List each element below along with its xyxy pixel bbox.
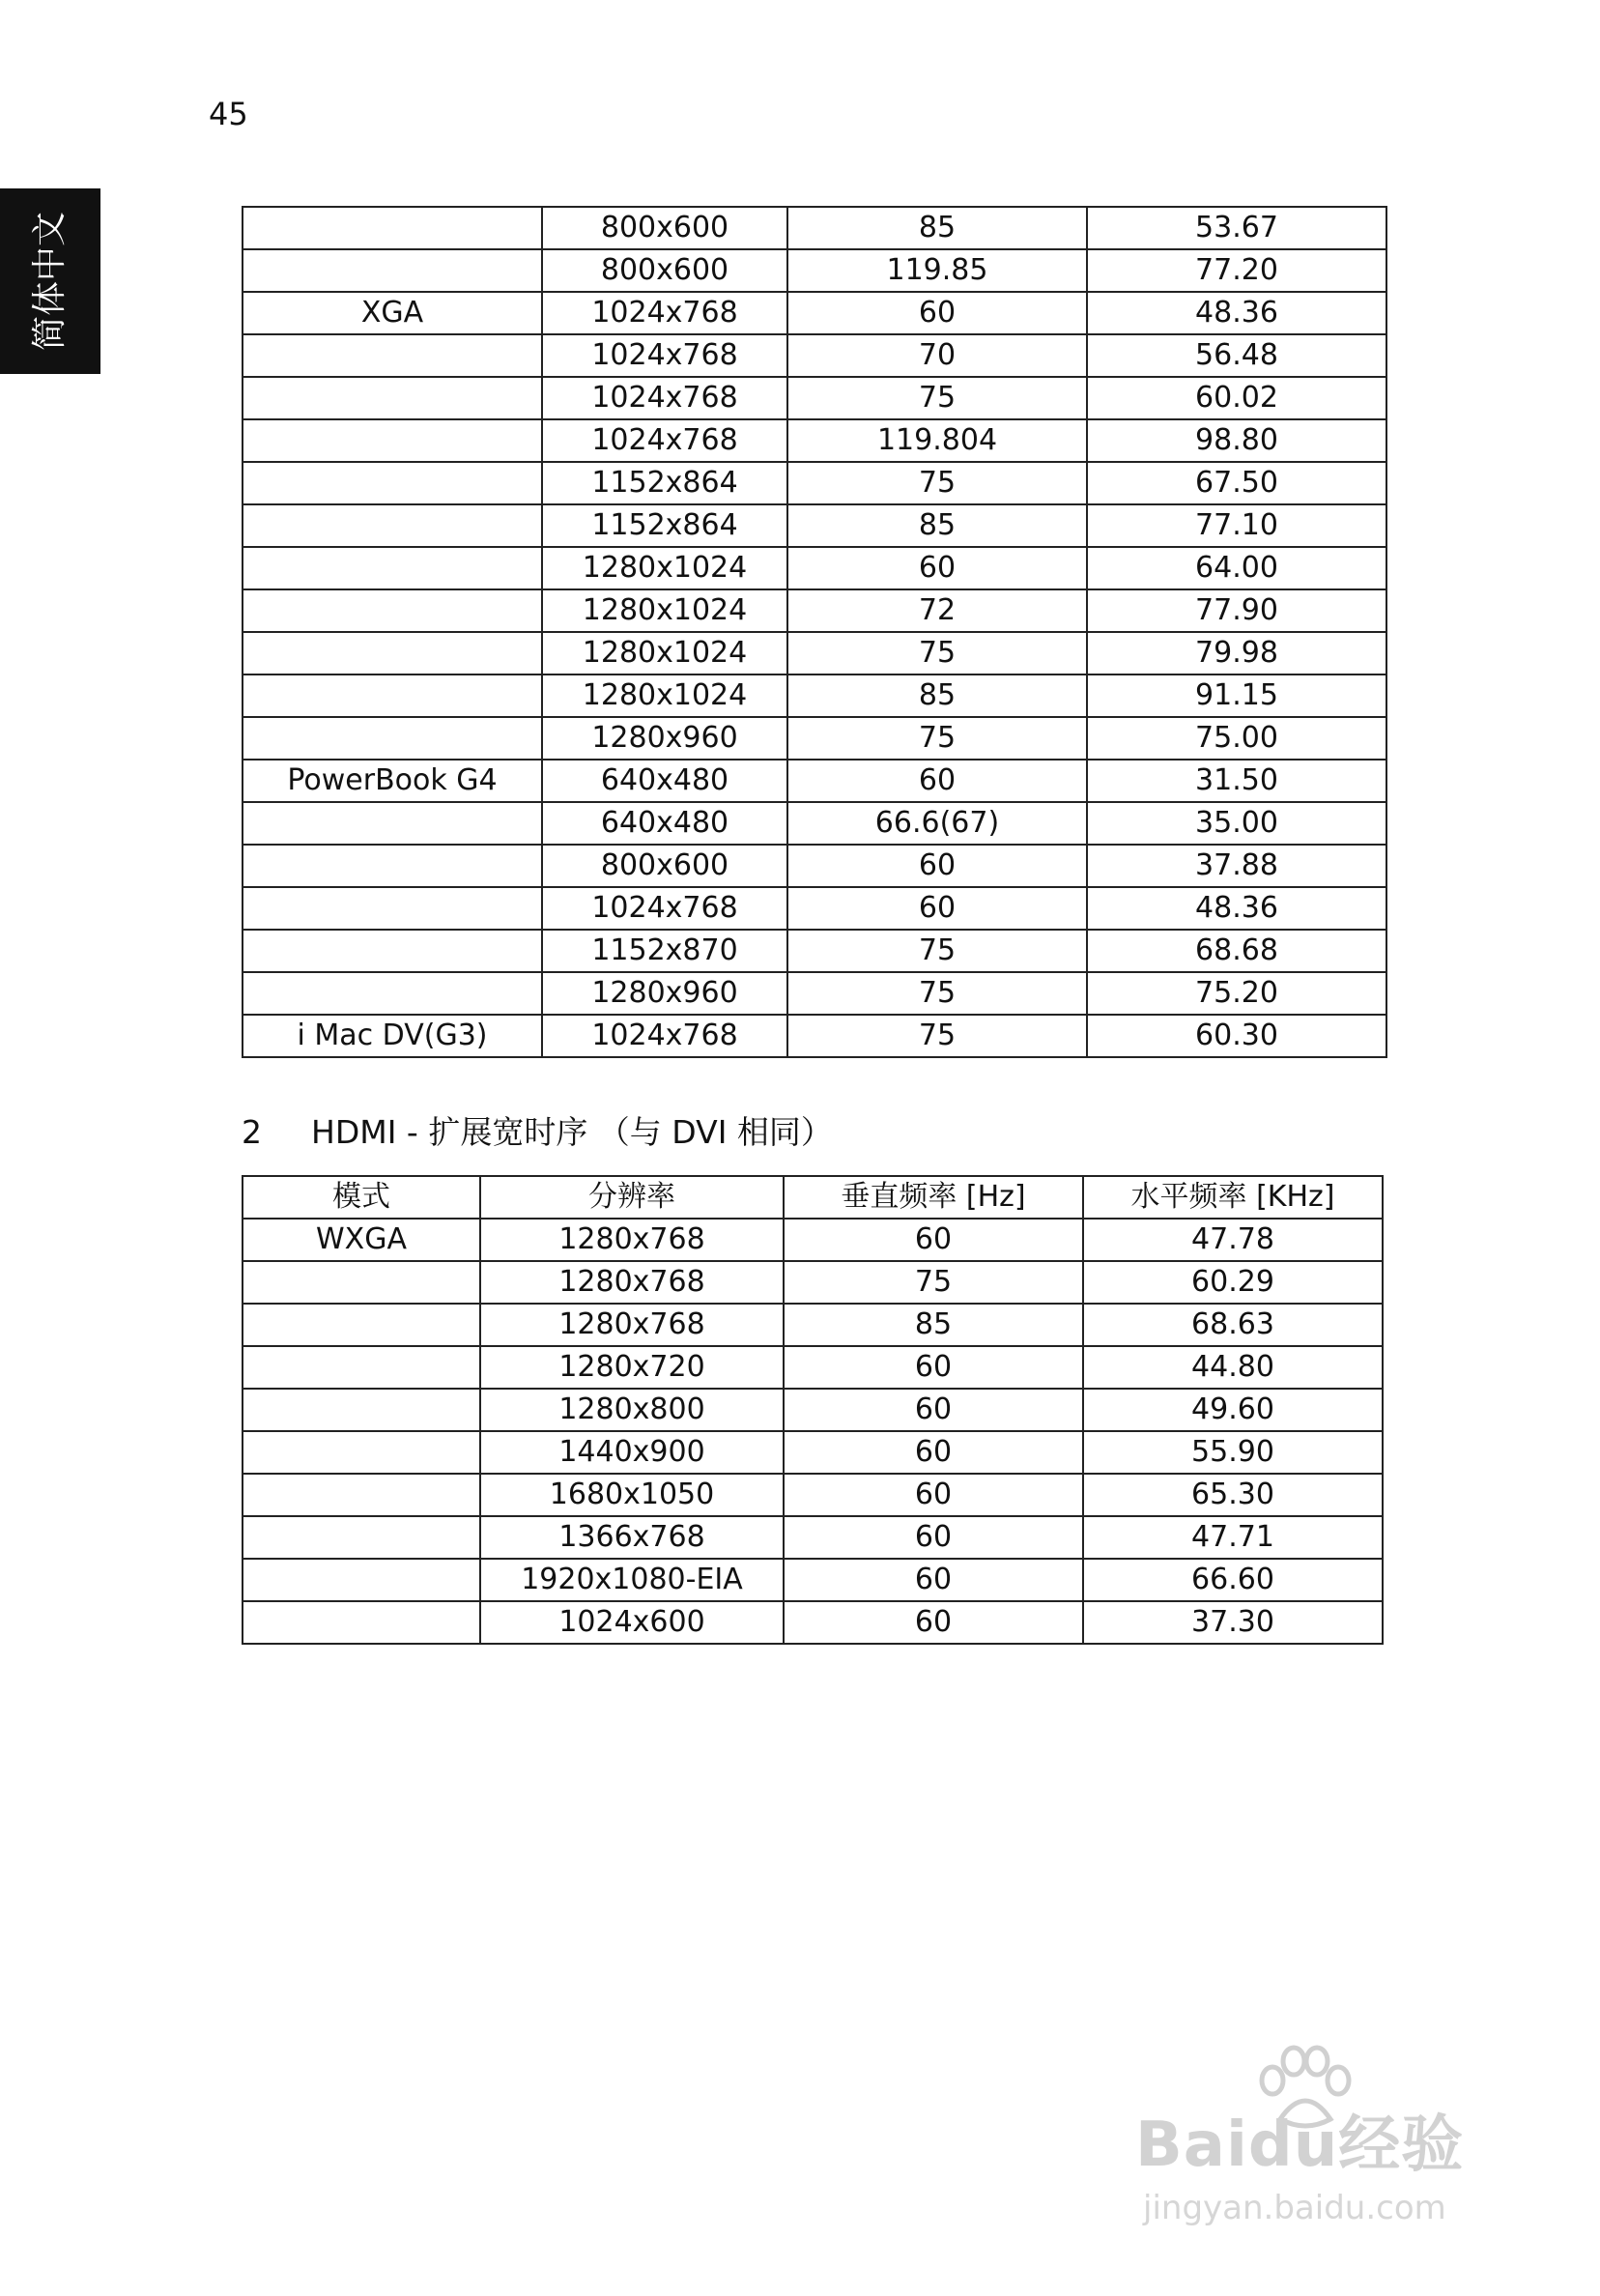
cell-horizontal-frequency: 48.36 [1087, 887, 1386, 930]
cell-mode [243, 717, 542, 760]
table-row [243, 1219, 1383, 1261]
cell-horizontal-frequency: 55.90 [1083, 1431, 1383, 1474]
cell-vertical-frequency: 75 [787, 377, 1087, 419]
table-row [243, 292, 1386, 334]
cell-mode [243, 589, 542, 632]
cell-mode: i Mac DV(G3) [243, 1015, 542, 1057]
cell-vertical-frequency: 85 [784, 1304, 1083, 1346]
cell-resolution: 1280x768 [480, 1304, 784, 1346]
cell-mode: WXGA [243, 1219, 480, 1261]
cell-horizontal-frequency: 60.30 [1087, 1015, 1386, 1057]
cell-horizontal-frequency: 77.20 [1087, 249, 1386, 292]
cell-resolution: 1024x768 [542, 334, 787, 377]
cell-resolution: 1280x1024 [542, 632, 787, 674]
cell-horizontal-frequency: 64.00 [1087, 547, 1386, 589]
cell-resolution: 1680x1050 [480, 1474, 784, 1516]
cell-resolution: 1024x600 [480, 1601, 784, 1644]
table-row [243, 1559, 1383, 1601]
cell-horizontal-frequency: 47.78 [1083, 1219, 1383, 1261]
watermark-url: jingyan.baidu.com [1143, 2189, 1446, 2227]
cell-horizontal-frequency: 79.98 [1087, 632, 1386, 674]
cell-vertical-frequency: 75 [787, 632, 1087, 674]
table-row [243, 674, 1386, 717]
cell-vertical-frequency: 75 [784, 1261, 1083, 1304]
cell-vertical-frequency: 70 [787, 334, 1087, 377]
header-vertical-frequency: 垂直频率 [Hz] [784, 1176, 1083, 1219]
cell-resolution: 1280x768 [480, 1261, 784, 1304]
table-row [243, 972, 1386, 1015]
cell-vertical-frequency: 75 [787, 972, 1087, 1015]
cell-mode [243, 334, 542, 377]
cell-resolution: 800x600 [542, 249, 787, 292]
cell-mode: XGA [243, 292, 542, 334]
cell-vertical-frequency: 60 [784, 1474, 1083, 1516]
cell-vertical-frequency: 75 [787, 1015, 1087, 1057]
cell-mode [243, 802, 542, 845]
cell-mode [243, 632, 542, 674]
cell-resolution: 1920x1080-EIA [480, 1559, 784, 1601]
table-row [243, 207, 1386, 249]
watermark-logo-text: Baidu经验 [1135, 2109, 1465, 2181]
table-row [243, 334, 1386, 377]
cell-resolution: 1280x800 [480, 1389, 784, 1431]
cell-vertical-frequency: 85 [787, 674, 1087, 717]
cell-vertical-frequency: 85 [787, 207, 1087, 249]
table-row [243, 1304, 1383, 1346]
cell-horizontal-frequency: 68.68 [1087, 930, 1386, 972]
cell-horizontal-frequency: 68.63 [1083, 1304, 1383, 1346]
cell-horizontal-frequency: 44.80 [1083, 1346, 1383, 1389]
table-row [243, 377, 1386, 419]
cell-resolution: 1280x1024 [542, 589, 787, 632]
cell-resolution: 1280x1024 [542, 674, 787, 717]
cell-mode [243, 547, 542, 589]
table-row [243, 547, 1386, 589]
cell-mode [243, 1304, 480, 1346]
cell-mode [243, 972, 542, 1015]
cell-vertical-frequency: 60 [784, 1601, 1083, 1644]
cell-horizontal-frequency: 75.00 [1087, 717, 1386, 760]
table-row [243, 249, 1386, 292]
cell-vertical-frequency: 60 [784, 1346, 1083, 1389]
table-row [243, 802, 1386, 845]
table-row [243, 589, 1386, 632]
table-row [243, 1015, 1386, 1057]
cell-vertical-frequency: 75 [787, 462, 1087, 504]
cell-resolution: 1152x864 [542, 504, 787, 547]
timing-table-body [243, 207, 1386, 1057]
table-row [243, 1516, 1383, 1559]
cell-horizontal-frequency: 31.50 [1087, 760, 1386, 802]
cell-mode [243, 1601, 480, 1644]
cell-mode [243, 1261, 480, 1304]
cell-mode [243, 845, 542, 887]
header-resolution: 分辨率 [480, 1176, 784, 1219]
cell-vertical-frequency: 60 [784, 1389, 1083, 1431]
table-row [243, 462, 1386, 504]
cell-vertical-frequency: 60 [787, 887, 1087, 930]
cell-resolution: 1280x960 [542, 717, 787, 760]
side-tab-label: 简体中文 [30, 211, 70, 352]
cell-horizontal-frequency: 49.60 [1083, 1389, 1383, 1431]
cell-vertical-frequency: 85 [787, 504, 1087, 547]
section-heading-hdmi [242, 1111, 833, 1154]
cell-horizontal-frequency: 66.60 [1083, 1559, 1383, 1601]
cell-vertical-frequency: 60 [784, 1516, 1083, 1559]
cell-vertical-frequency: 60 [784, 1559, 1083, 1601]
cell-resolution: 640x480 [542, 760, 787, 802]
page-number: 45 [209, 96, 248, 132]
cell-resolution: 800x600 [542, 845, 787, 887]
table-row [243, 1261, 1383, 1304]
cell-mode [243, 1559, 480, 1601]
cell-vertical-frequency: 119.85 [787, 249, 1087, 292]
table-row [243, 1474, 1383, 1516]
cell-mode [243, 1431, 480, 1474]
cell-horizontal-frequency: 35.00 [1087, 802, 1386, 845]
cell-mode [243, 419, 542, 462]
cell-mode: PowerBook G4 [243, 760, 542, 802]
cell-vertical-frequency: 75 [787, 717, 1087, 760]
cell-horizontal-frequency: 37.30 [1083, 1601, 1383, 1644]
cell-horizontal-frequency: 75.20 [1087, 972, 1386, 1015]
section-number: 2 [242, 1113, 262, 1151]
cell-mode [243, 674, 542, 717]
header-mode: 模式 [243, 1176, 480, 1219]
cell-horizontal-frequency: 56.48 [1087, 334, 1386, 377]
cell-vertical-frequency: 66.6(67) [787, 802, 1087, 845]
cell-resolution: 1280x768 [480, 1219, 784, 1261]
cell-horizontal-frequency: 67.50 [1087, 462, 1386, 504]
section-title: HDMI - 扩展宽时序 （与 DVI 相同） [311, 1113, 833, 1151]
cell-mode [243, 377, 542, 419]
cell-vertical-frequency: 60 [787, 292, 1087, 334]
table-row [243, 760, 1386, 802]
cell-horizontal-frequency: 60.02 [1087, 377, 1386, 419]
cell-mode [243, 504, 542, 547]
table-header-row [243, 1176, 1383, 1219]
cell-vertical-frequency: 60 [787, 760, 1087, 802]
hdmi-timing-table [242, 1175, 1384, 1645]
cell-horizontal-frequency: 77.90 [1087, 589, 1386, 632]
cell-vertical-frequency: 72 [787, 589, 1087, 632]
cell-mode [243, 930, 542, 972]
cell-vertical-frequency: 60 [784, 1431, 1083, 1474]
header-horizontal-frequency: 水平频率 [KHz] [1083, 1176, 1383, 1219]
cell-resolution: 1024x768 [542, 292, 787, 334]
cell-resolution: 1280x1024 [542, 547, 787, 589]
cell-mode [243, 1516, 480, 1559]
cell-mode [243, 1346, 480, 1389]
language-side-tab [0, 188, 100, 374]
baidu-watermark [1126, 2044, 1512, 2237]
cell-resolution: 1024x768 [542, 887, 787, 930]
cell-mode [243, 249, 542, 292]
cell-horizontal-frequency: 53.67 [1087, 207, 1386, 249]
cell-resolution: 1280x960 [542, 972, 787, 1015]
cell-mode [243, 1474, 480, 1516]
table-row [243, 1346, 1383, 1389]
table-row [243, 1431, 1383, 1474]
cell-vertical-frequency: 60 [784, 1219, 1083, 1261]
timing-table-continued [242, 206, 1387, 1058]
cell-mode [243, 1389, 480, 1431]
cell-resolution: 1024x768 [542, 419, 787, 462]
cell-resolution: 1366x768 [480, 1516, 784, 1559]
table-row [243, 504, 1386, 547]
table-row [243, 419, 1386, 462]
cell-mode [243, 887, 542, 930]
cell-resolution: 1280x720 [480, 1346, 784, 1389]
cell-mode [243, 207, 542, 249]
cell-horizontal-frequency: 60.29 [1083, 1261, 1383, 1304]
table-row [243, 845, 1386, 887]
hdmi-table-body [243, 1219, 1383, 1644]
cell-resolution: 1024x768 [542, 377, 787, 419]
table-row [243, 1389, 1383, 1431]
cell-resolution: 800x600 [542, 207, 787, 249]
cell-horizontal-frequency: 37.88 [1087, 845, 1386, 887]
cell-vertical-frequency: 60 [787, 845, 1087, 887]
cell-resolution: 1152x864 [542, 462, 787, 504]
table-row [243, 887, 1386, 930]
cell-horizontal-frequency: 48.36 [1087, 292, 1386, 334]
cell-horizontal-frequency: 65.30 [1083, 1474, 1383, 1516]
table-row [243, 632, 1386, 674]
table-row [243, 1601, 1383, 1644]
cell-vertical-frequency: 119.804 [787, 419, 1087, 462]
cell-vertical-frequency: 60 [787, 547, 1087, 589]
cell-resolution: 1024x768 [542, 1015, 787, 1057]
cell-horizontal-frequency: 91.15 [1087, 674, 1386, 717]
cell-horizontal-frequency: 47.71 [1083, 1516, 1383, 1559]
cell-mode [243, 462, 542, 504]
cell-resolution: 1440x900 [480, 1431, 784, 1474]
cell-resolution: 640x480 [542, 802, 787, 845]
cell-horizontal-frequency: 98.80 [1087, 419, 1386, 462]
cell-horizontal-frequency: 77.10 [1087, 504, 1386, 547]
cell-resolution: 1152x870 [542, 930, 787, 972]
cell-vertical-frequency: 75 [787, 930, 1087, 972]
table-row [243, 930, 1386, 972]
table-row [243, 717, 1386, 760]
